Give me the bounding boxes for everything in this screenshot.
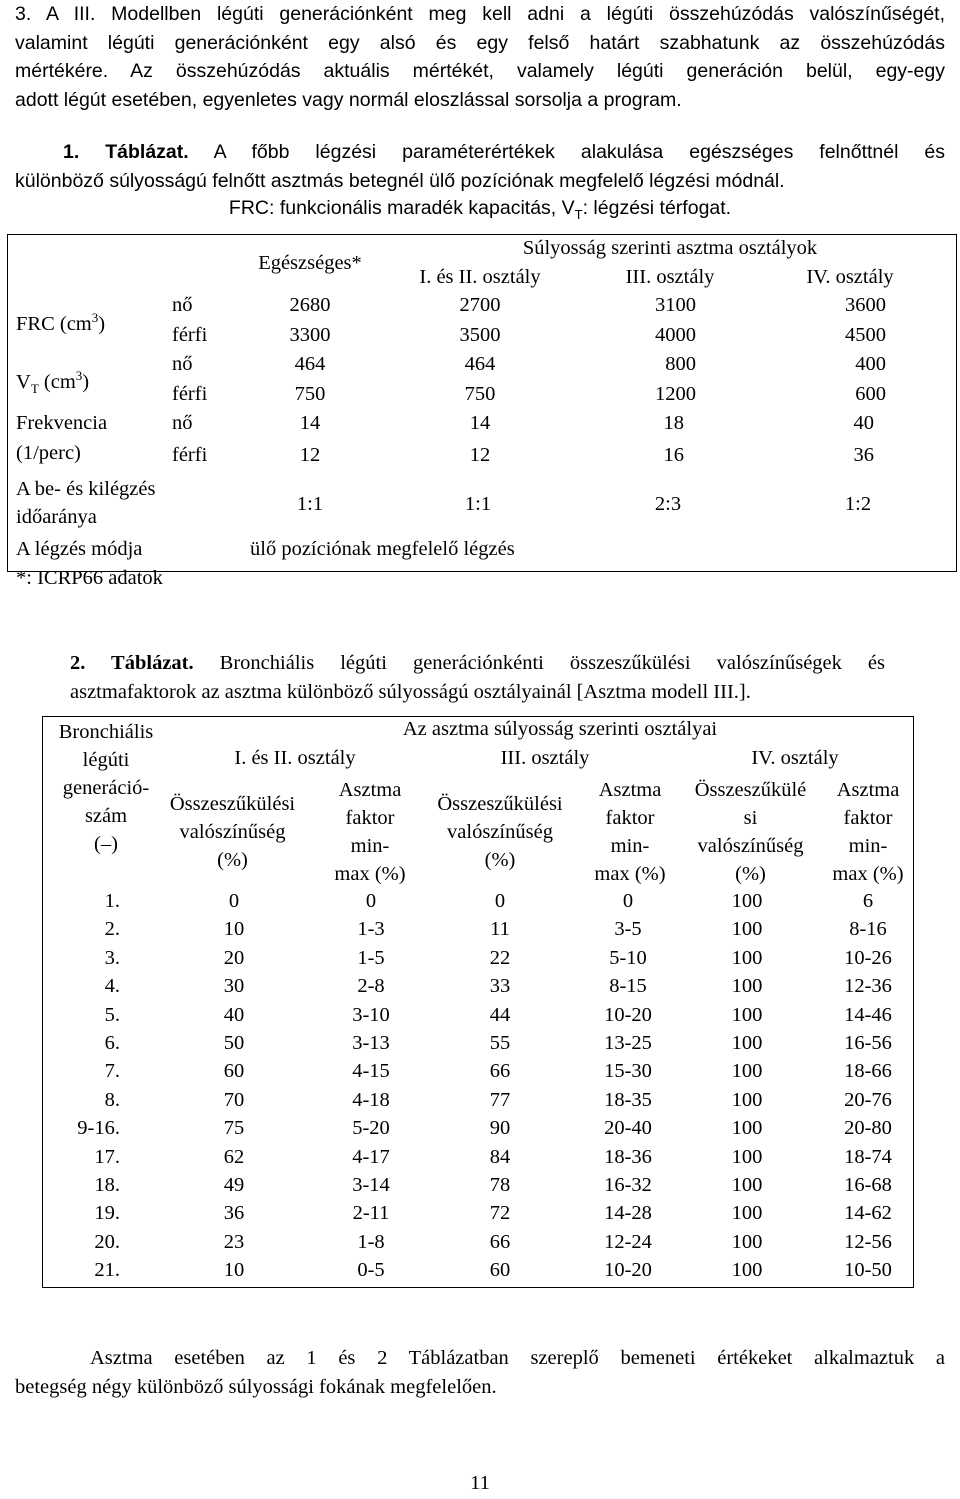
table2-class-iv: IV. osztály	[751, 747, 839, 769]
table2-value-cell: 3-10	[352, 1003, 390, 1026]
table2-value-cell: 100	[731, 1145, 763, 1168]
table2-value-cell: 3-5	[614, 918, 642, 941]
intro-line-3: mértékére. Az összehúzódás aktuális mértékét, valamely légúti generáción belül, egy-egy	[15, 60, 945, 82]
table1-vt-label: $V_T$ $(cm^3)$	[16, 368, 90, 396]
table2-value-cell: 5-10	[609, 946, 647, 969]
table2-value-cell: 100	[731, 1003, 763, 1026]
table2-value-cell: 6	[862, 890, 874, 912]
table1-caption-line-1: A főbb légzési paraméterértékek alakulása egészséges felnőttnél és	[213, 141, 946, 163]
table2-classes-header: Az asztma súlyosság szerinti osztályai	[402, 718, 718, 740]
table2-value-cell: 18-74	[844, 1145, 892, 1168]
table2-value-cell: 1-3	[357, 918, 385, 941]
table2-value-cell: 2-8	[357, 975, 385, 998]
table2-value-cell: 30	[223, 975, 245, 998]
table2-value-cell: 18-35	[604, 1088, 652, 1111]
table2-value-cell: 20-40	[604, 1117, 652, 1140]
table1-sex-female-3: nő	[172, 412, 193, 434]
table2-value-cell: 16-32	[604, 1174, 652, 1196]
table2-value-cell: 100	[731, 975, 763, 998]
table2-value-cell: 100	[731, 918, 763, 941]
table2-value-cell: 77	[489, 1088, 511, 1111]
table2-value-cell: 12-56	[844, 1230, 892, 1253]
table2-prob-header-1: Összeszűkülési valószínűség (%)	[169, 793, 296, 871]
table1-header-severity: Súlyosság szerinti asztma osztályok	[522, 237, 818, 259]
table2-value-cell: 20-80	[844, 1117, 892, 1140]
table2-value-cell: 22	[489, 946, 511, 969]
table2-caption-line-1: Bronchiális légúti generációnkénti összeszűkülési valószínűségek és	[219, 652, 886, 674]
table2-value-cell: 0	[622, 890, 634, 912]
table2-value-cell: 14-46	[844, 1003, 892, 1026]
table2-class-iii: III. osztály	[500, 747, 590, 769]
table1-caption	[15, 138, 945, 195]
table2-value-cell: 66	[489, 1060, 511, 1083]
table1-frc-label: FRC $(cm^3)$	[16, 310, 106, 335]
table2-caption-line-2: asztmafaktorok az asztma különböző súlyosságú osztályainál [Asztma modell III.].	[70, 680, 751, 703]
table2-value-cell: 1-5	[357, 946, 385, 969]
table2-value-cell: 2-11	[352, 1202, 390, 1225]
table1-sex-male-3: férfi	[172, 444, 208, 466]
table2-value-cell: 10-50	[844, 1259, 892, 1282]
table1-freq-label-1: Frekvencia	[16, 412, 108, 434]
table2-value-cell: 4-18	[352, 1088, 390, 1111]
table2-value-cell: 0	[228, 890, 240, 912]
table2-value-cell: 66	[489, 1230, 511, 1253]
table2-value-cell: 0	[365, 890, 377, 912]
table1-caption-line-2: különböző súlyosságú felnőtt asztmás betegnél ülő pozíciónak megfelelő légzési módnál.	[15, 169, 785, 192]
table2-value-cell: 0	[494, 890, 506, 912]
intro-line-1: 3. A III. Modellben légúti generációnként meg kell adni a légúti összehúzódás valószínűségét,	[15, 3, 945, 25]
table2-value-cell: 60	[489, 1259, 511, 1282]
intro-paragraph	[15, 0, 945, 114]
table2-gen-cell: 3.	[104, 946, 120, 969]
table2-value-cell: 20-76	[844, 1088, 892, 1111]
table1-ratio-label-1: A be- és kilégzés	[16, 478, 156, 500]
table2-value-cell: 18-36	[604, 1145, 652, 1168]
table2-value-cell: 36	[223, 1202, 245, 1225]
table2-value-cell: 100	[731, 946, 763, 969]
outro-paragraph	[15, 1344, 945, 1401]
table2-value-cell: 4-17	[352, 1145, 390, 1168]
table2-value-cell: 55	[489, 1032, 511, 1054]
table2-gen-cell: 7.	[104, 1060, 120, 1083]
table2-gen-cell: 5.	[104, 1003, 120, 1026]
table1-mode-label: A légzés módja	[16, 538, 143, 560]
table2-value-cell: 12-36	[844, 975, 892, 998]
table2-value-cell: 100	[731, 1174, 763, 1196]
table2-class-i-ii: I. és II. osztály	[234, 747, 356, 769]
table2-value-cell: 75	[223, 1117, 245, 1140]
table2-value-cell: 78	[489, 1174, 511, 1196]
intro-line-4: adott légút esetében, egyenletes vagy normál eloszlással sorsolja a program.	[15, 88, 682, 111]
table2-value-cell: 5-20	[352, 1117, 390, 1140]
table2-value-cell: 70	[223, 1088, 245, 1111]
table2-value-cell: 14-28	[604, 1202, 652, 1225]
table1-sex-female-2: nő	[172, 353, 193, 375]
table2-value-cell: 100	[731, 1088, 763, 1111]
table2-value-cell: 60	[223, 1060, 245, 1083]
table2-value-cell: 100	[731, 1259, 763, 1282]
table2-value-cell: 84	[489, 1145, 511, 1168]
table2-value-cell: 13-25	[604, 1032, 652, 1054]
table1-caption-label: 1. Táblázat.	[63, 141, 189, 163]
table2-value-cell: 100	[731, 1230, 763, 1253]
outro-line-2: betegség négy különböző súlyossági fokának megfelelően.	[15, 1375, 497, 1398]
table2-value-cell: 20	[223, 946, 245, 969]
table2-gen-cell: 6.	[104, 1032, 120, 1054]
table1-sex-female-1: nő	[172, 294, 193, 316]
table2-gen-cell: 19.	[94, 1202, 120, 1225]
table2-value-cell: 3-14	[352, 1174, 390, 1196]
table1-caption-line-3: FRC: funkcionális maradék kapacitás, $V_T$: légzési térfogat.	[228, 197, 732, 222]
table1-class-iv: IV. osztály	[806, 266, 894, 288]
table2-value-cell: 100	[731, 1202, 763, 1225]
table1-ratio-label-2: időaránya	[16, 506, 97, 528]
table2-gen-cell: 9-16.	[77, 1117, 120, 1140]
table2-value-cell: 14-62	[844, 1202, 892, 1225]
table2-value-cell: 10-20	[604, 1259, 652, 1282]
table2-value-cell: 40	[223, 1003, 245, 1026]
table2-value-cell: 62	[223, 1145, 245, 1168]
table1-footnote: *: ICRP66 adatok	[16, 567, 163, 589]
table1-mode-value: ülő pozíciónak megfelelő légzés	[250, 538, 515, 560]
table2-value-cell: 100	[731, 1032, 763, 1054]
table2-value-cell: 72	[489, 1202, 511, 1225]
table2-value-cell: 100	[731, 890, 763, 912]
table1-class-i-ii: I. és II. osztály	[419, 266, 541, 288]
table2-value-cell: 4-15	[352, 1060, 390, 1083]
table2-value-cell: 10	[223, 918, 245, 941]
table2-value-cell: 100	[731, 1060, 763, 1083]
table2-factor-header-3: Asztma faktor min- max (%)	[832, 779, 904, 885]
table2-value-cell: 0-5	[357, 1259, 385, 1282]
page-number: 11	[470, 1472, 490, 1494]
table2-value-cell: 8-15	[609, 975, 647, 998]
table2-gen-cell: 17.	[94, 1145, 120, 1168]
table2-factor-header-2: Asztma faktor min- max (%)	[594, 779, 666, 885]
table2-gen-cell: 18.	[94, 1174, 120, 1196]
table2-value-cell: 33	[489, 975, 511, 998]
table2-value-cell: 10-26	[844, 946, 892, 969]
table2-value-cell: 16-68	[844, 1174, 892, 1196]
table2-gen-cell: 20.	[94, 1230, 120, 1253]
table2-gen-cell: 2.	[104, 918, 120, 941]
table2-value-cell: 8-16	[849, 918, 887, 941]
table2-value-cell: 3-13	[352, 1032, 390, 1054]
table2-factor-header-1: Asztma faktor min- max (%)	[334, 779, 406, 885]
table2-prob-header-2: Összeszűkülési valószínűség (%)	[437, 793, 563, 871]
table1-sex-male-1: férfi	[172, 324, 208, 346]
table2-value-cell: 10-20	[604, 1003, 652, 1026]
table2-value-cell: 100	[731, 1117, 763, 1140]
table2-value-cell: 12-24	[604, 1230, 652, 1253]
table2-value-cell: 23	[223, 1230, 245, 1253]
table2-value-cell: 18-66	[844, 1060, 892, 1083]
table1-sex-male-2: férfi	[172, 383, 208, 405]
table2-value-cell: 16-56	[844, 1032, 892, 1054]
table2-gen-cell: 21.	[94, 1259, 120, 1282]
table1-header-healthy: Egészséges*	[258, 252, 362, 274]
table2-value-cell: 1-8	[357, 1230, 385, 1253]
table1-class-iii: III. osztály	[625, 266, 715, 288]
table1-freq-label-2: (1/perc)	[16, 442, 81, 464]
table2-prob-header-3: Összeszűkülé si valószínűség (%)	[694, 779, 807, 885]
outro-line-1: Asztma esetében az 1 és 2 Táblázatban szereplő bemeneti értékeket alkalmaztuk a	[90, 1347, 945, 1369]
table2-value-cell: 90	[489, 1117, 511, 1140]
table2-caption-label: 2. Táblázat.	[70, 652, 194, 674]
table2-value-cell: 15-30	[604, 1060, 652, 1083]
table2-value-cell: 11	[490, 918, 510, 941]
table2-gen-cell: 4.	[104, 975, 120, 998]
table2-value-cell: 44	[489, 1003, 511, 1026]
table2-value-cell: 50	[223, 1032, 245, 1054]
intro-line-2: valamint légúti generációnként egy alsó és egy felső határt szabhatunk az összehúzódás	[15, 31, 945, 54]
table2-gen-cell: 8.	[104, 1088, 120, 1111]
table2-gen-cell: 1.	[104, 890, 120, 912]
table2-value-cell: 10	[223, 1259, 245, 1282]
table2-gen-header: Bronchiális légúti generáció- szám (–)	[58, 721, 154, 855]
table2-value-cell: 49	[223, 1174, 245, 1196]
table2-caption	[70, 649, 885, 706]
